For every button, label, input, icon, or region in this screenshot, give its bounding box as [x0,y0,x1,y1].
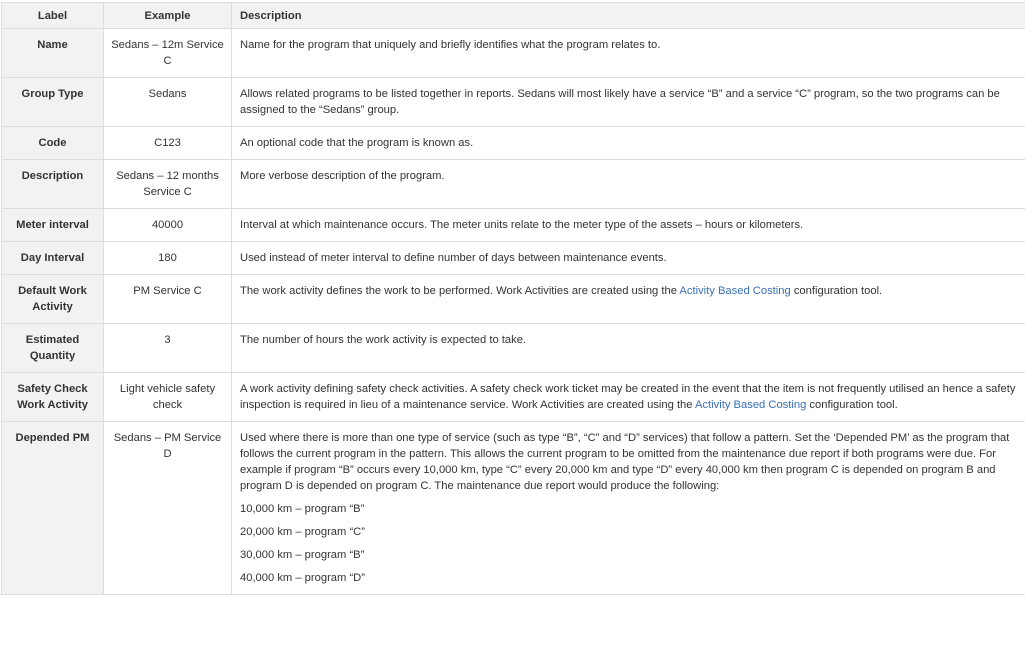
row-description [232,422,1025,595]
activity-based-costing-link[interactable]: Activity Based Costing [695,399,806,411]
table-row [2,29,1025,78]
row-label: Depended PM [2,422,104,595]
program-fields-table [1,2,1025,595]
header-description: Description [232,3,1025,29]
row-example: Sedans – PM Service D [104,422,232,595]
schedule-line: 10,000 km – program “B” [240,501,1017,517]
row-example: Sedans [104,78,232,127]
description-text: configuration tool. [791,285,882,297]
description-text: A work activity defining safety check activities. A safety check work ticket may be created in the event that the item is not frequently utilised an hence a safety inspection is required in lieu of a maintenance service. Work Activities are created using the [240,383,1015,411]
header-label: Label [2,3,104,29]
row-example: 180 [104,242,232,275]
row-description: Interval at which maintenance occurs. The meter units relate to the meter type of the assets – hours or kilometers. [232,209,1025,242]
schedule-line: 20,000 km – program “C” [240,524,1017,540]
table-row [2,209,1025,242]
table-row [2,160,1025,209]
header-row [2,3,1025,29]
row-label: Safety Check Work Activity [2,373,104,422]
row-example: PM Service C [104,275,232,324]
row-label: Day Interval [2,242,104,275]
description-paragraph: Used where there is more than one type of service (such as type “B”, “C” and “D” services) that follow a pattern. Set the ‘Depended PM’ as the program that follows the current program in the pattern. This allows the current program to be omitted from the maintenance due report if both programs were due. For example if program “B” occurs every 10,000 km, type “C” every 20,000 km and type “D” every 40,000 km then program C is depended on program B and program D is depended on program C. The maintenance due report would produce the following: [240,430,1017,494]
row-example: C123 [104,127,232,160]
activity-based-costing-link[interactable]: Activity Based Costing [679,285,790,297]
row-label: Estimated Quantity [2,324,104,373]
row-example: Sedans – 12m Service C [104,29,232,78]
table-row [2,275,1025,324]
row-example: Light vehicle safety check [104,373,232,422]
row-label: Name [2,29,104,78]
table-row [2,242,1025,275]
row-description: Allows related programs to be listed together in reports. Sedans will most likely have a service “B” and a service “C” program, so the two programs can be assigned to the “Sedans” group. [232,78,1025,127]
table-row [2,373,1025,422]
row-example: Sedans – 12 months Service C [104,160,232,209]
row-example: 3 [104,324,232,373]
row-label: Default Work Activity [2,275,104,324]
table-body [2,29,1025,595]
row-label: Group Type [2,78,104,127]
row-description: The number of hours the work activity is expected to take. [232,324,1025,373]
schedule-line: 40,000 km – program “D” [240,570,1017,586]
row-description: More verbose description of the program. [232,160,1025,209]
row-description: Name for the program that uniquely and briefly identifies what the program relates to. [232,29,1025,78]
schedule-line: 30,000 km – program “B” [240,547,1017,563]
row-description: Used instead of meter interval to define number of days between maintenance events. [232,242,1025,275]
table-row [2,127,1025,160]
table-header [2,3,1025,29]
row-description: An optional code that the program is known as. [232,127,1025,160]
table-row [2,324,1025,373]
row-label: Meter interval [2,209,104,242]
row-label: Code [2,127,104,160]
header-example: Example [104,3,232,29]
row-example: 40000 [104,209,232,242]
row-description [232,373,1025,422]
row-description [232,275,1025,324]
row-label: Description [2,160,104,209]
description-text: configuration tool. [806,399,897,411]
description-text: The work activity defines the work to be performed. Work Activities are created using the [240,285,679,297]
table-row [2,78,1025,127]
table-row [2,422,1025,595]
